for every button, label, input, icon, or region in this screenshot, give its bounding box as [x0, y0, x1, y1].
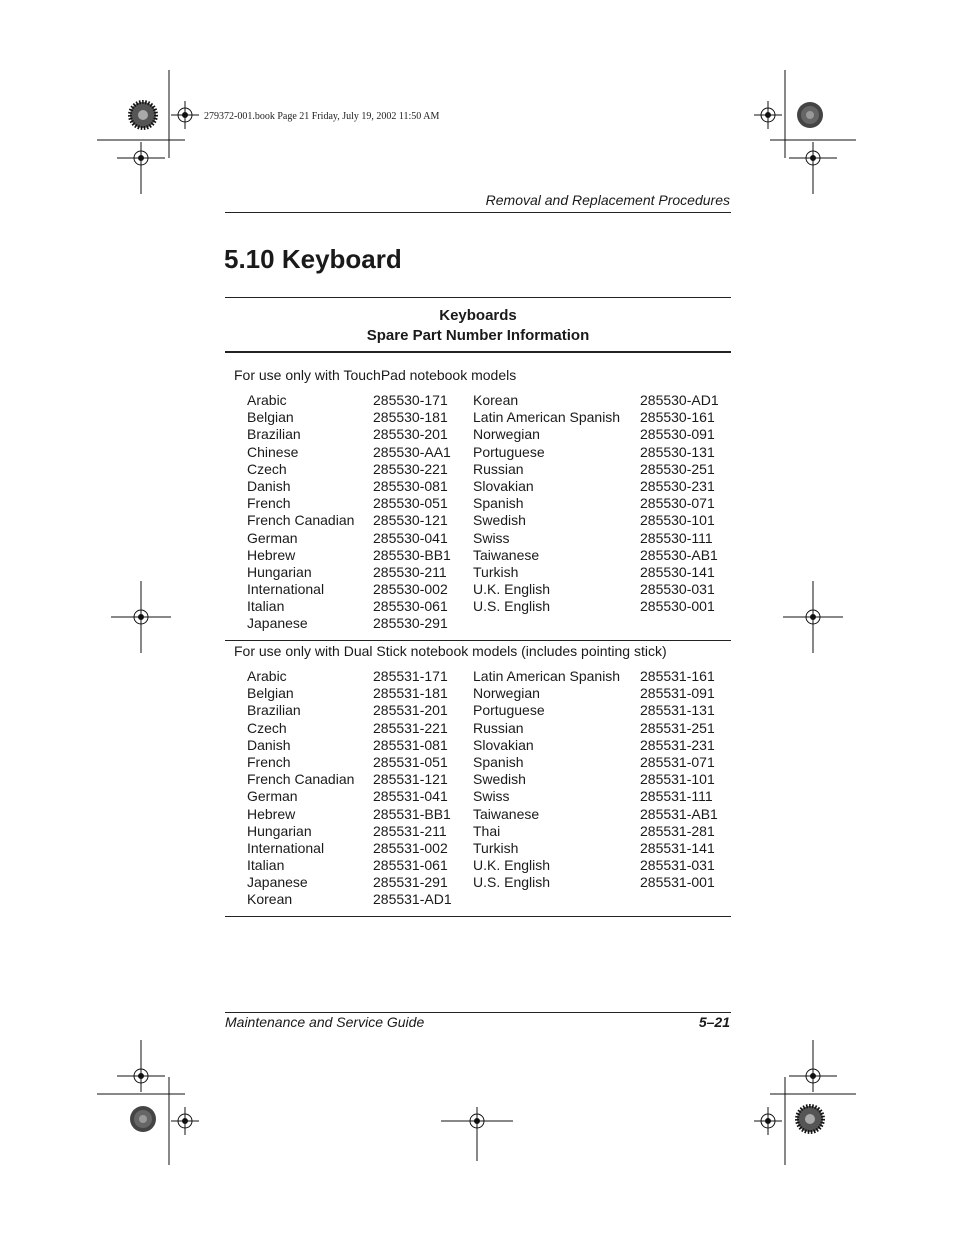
table-row [225, 530, 731, 547]
keyboard-language: Brazilian [247, 426, 301, 443]
table-row [225, 840, 731, 857]
keyboard-language: Hungarian [247, 822, 312, 839]
spare-part-number: 285531-031 [640, 857, 715, 874]
dualstick-parts-grid [225, 668, 731, 909]
table-row [225, 788, 731, 805]
spare-part-number: 285530-002 [373, 581, 448, 598]
keyboard-language: Portuguese [473, 443, 545, 460]
keyboard-language: Russian [473, 719, 524, 736]
keyboard-language: Slovakian [473, 477, 534, 494]
spare-part-number: 285530-141 [640, 563, 715, 580]
table-row [225, 806, 731, 823]
keyboard-language: Italian [247, 598, 285, 615]
spare-part-number: 285531-061 [373, 857, 448, 874]
spare-part-number: 285530-AB1 [640, 546, 718, 563]
table-row [225, 874, 731, 891]
table-row [225, 409, 731, 426]
spare-part-number: 285530-211 [373, 563, 447, 580]
table-row [225, 426, 731, 443]
keyboard-language: Belgian [247, 685, 294, 702]
table-row [225, 615, 731, 632]
spare-part-number: 285531-051 [373, 753, 448, 770]
table-title [225, 306, 731, 345]
spare-part-number: 285530-081 [373, 477, 448, 494]
spare-part-number: 285531-141 [640, 839, 715, 856]
print-slug: 279372-001.book Page 21 Friday, July 19, 2002 11:50 AM [204, 111, 440, 122]
keyboard-language: Arabic [247, 668, 287, 684]
table-row [225, 512, 731, 529]
touchpad-parts-grid [225, 392, 731, 633]
spare-part-number: 285531-121 [373, 771, 448, 788]
dualstick-section-note: For use only with Dual Stick notebook models (includes pointing stick) [234, 643, 667, 659]
spare-part-number: 285531-091 [640, 685, 715, 702]
spare-part-number: 285531-131 [640, 702, 715, 719]
footer-page-number: 5–21 [698, 1014, 730, 1030]
spare-part-number: 285530-121 [373, 512, 448, 529]
keyboard-language: Swiss [473, 529, 510, 546]
spare-part-number: 285531-281 [640, 822, 715, 839]
table-row [225, 823, 731, 840]
spare-part-number: 285530-AD1 [640, 392, 719, 408]
table-row [225, 495, 731, 512]
spare-part-number: 285530-171 [373, 392, 448, 408]
keyboard-language: Hungarian [247, 563, 312, 580]
spare-part-number: 285530-221 [373, 460, 448, 477]
table-row [225, 564, 731, 581]
spare-part-number: 285531-181 [373, 685, 448, 702]
keyboard-language: German [247, 788, 298, 805]
section-divider-rule [225, 640, 731, 641]
table-title-line1: Keyboards [439, 307, 517, 324]
keyboard-language: Czech [247, 719, 287, 736]
table-row [225, 478, 731, 495]
table-row [225, 685, 731, 702]
spare-part-number: 285530-041 [373, 529, 448, 546]
table-row [225, 392, 731, 409]
spare-part-number: 285530-161 [640, 409, 715, 426]
keyboard-language: French Canadian [247, 771, 355, 788]
spare-part-number: 285530-071 [640, 495, 715, 512]
keyboard-language: Spanish [473, 753, 524, 770]
spare-part-number: 285531-221 [373, 719, 448, 736]
table-row [225, 720, 731, 737]
keyboard-language: French Canadian [247, 512, 355, 529]
spare-part-number: 285530-AA1 [373, 443, 451, 460]
spare-part-number: 285531-251 [640, 719, 715, 736]
table-row [225, 547, 731, 564]
keyboard-language: Chinese [247, 443, 299, 460]
keyboard-language: U.S. English [473, 874, 551, 891]
keyboard-language: Norwegian [473, 426, 540, 443]
keyboard-language: Russian [473, 460, 524, 477]
keyboard-language: Taiwanese [473, 805, 540, 822]
running-head: Removal and Replacement Procedures [485, 192, 730, 208]
spare-part-number: 285530-101 [640, 512, 715, 529]
spare-part-number: 285531-211 [373, 822, 447, 839]
table-row [225, 771, 731, 788]
spare-part-number: 285530-091 [640, 426, 715, 443]
keyboard-language: Turkish [473, 839, 519, 856]
keyboard-language: International [247, 581, 325, 598]
keyboard-language: Swedish [473, 512, 526, 529]
keyboard-language: French [247, 753, 291, 770]
table-row [225, 702, 731, 719]
spare-part-number: 285530-131 [640, 443, 715, 460]
spare-part-number: 285530-181 [373, 409, 448, 426]
spare-part-number: 285530-BB1 [373, 546, 451, 563]
table-row [225, 857, 731, 874]
keyboard-language: U.K. English [473, 581, 551, 598]
spare-part-number: 285531-AD1 [373, 891, 452, 908]
spare-part-number: 285531-101 [640, 771, 715, 788]
table-header-rule [225, 351, 731, 353]
spare-part-number: 285530-201 [373, 426, 448, 443]
keyboard-language: Norwegian [473, 685, 540, 702]
footer-guide-title: Maintenance and Service Guide [225, 1014, 425, 1030]
table-row [225, 581, 731, 598]
keyboard-language: Swiss [473, 788, 510, 805]
keyboard-language: French [247, 495, 291, 512]
spare-part-number: 285530-061 [373, 598, 448, 615]
keyboard-language: Hebrew [247, 546, 296, 563]
spare-part-number: 285530-051 [373, 495, 448, 512]
spare-part-number: 285530-251 [640, 460, 715, 477]
spare-part-number: 285531-041 [373, 788, 448, 805]
spare-part-number: 285531-001 [640, 874, 715, 891]
spare-part-number: 285531-201 [373, 702, 448, 719]
spare-part-number: 285531-BB1 [373, 805, 451, 822]
table-bottom-rule [225, 916, 731, 917]
keyboard-language: Slovakian [473, 736, 534, 753]
spare-part-number: 285531-071 [640, 753, 715, 770]
table-row [225, 598, 731, 615]
keyboard-language: Japanese [247, 874, 308, 891]
keyboard-language: Latin American Spanish [473, 668, 621, 684]
keyboard-language: U.S. English [473, 598, 551, 615]
spare-part-number: 285530-231 [640, 477, 715, 494]
keyboard-language: International [247, 839, 325, 856]
keyboard-language: Swedish [473, 771, 526, 788]
keyboard-language: Brazilian [247, 702, 301, 719]
footer-rule [225, 1012, 731, 1013]
page-title: 5.10 Keyboard [224, 244, 402, 274]
keyboard-language: Czech [247, 460, 287, 477]
keyboard-language: Portuguese [473, 702, 545, 719]
table-row [225, 891, 731, 908]
keyboard-language: U.K. English [473, 857, 551, 874]
keyboard-language: Latin American Spanish [473, 409, 621, 426]
spare-part-number: 285531-AB1 [640, 805, 718, 822]
keyboard-language: Turkish [473, 563, 519, 580]
keyboard-language: Korean [473, 392, 519, 408]
keyboard-language: Korean [247, 891, 293, 908]
keyboard-language: Danish [247, 736, 291, 753]
touchpad-section-note: For use only with TouchPad notebook models [234, 367, 517, 383]
spare-part-number: 285531-171 [373, 668, 448, 684]
keyboard-language: Danish [247, 477, 291, 494]
spare-part-number: 285531-231 [640, 736, 715, 753]
keyboard-language: Arabic [247, 392, 287, 408]
table-top-rule [225, 297, 731, 298]
keyboard-language: Taiwanese [473, 546, 540, 563]
spare-part-number: 285530-001 [640, 598, 715, 615]
table-row [225, 668, 731, 685]
table-row [225, 461, 731, 478]
keyboard-language: Spanish [473, 495, 524, 512]
keyboard-language: German [247, 529, 298, 546]
keyboard-language: Japanese [247, 615, 308, 632]
table-title-line2: Spare Part Number Information [366, 326, 590, 344]
table-row [225, 444, 731, 461]
header-rule [225, 212, 731, 213]
spare-part-number: 285530-031 [640, 581, 715, 598]
spare-part-number: 285531-161 [640, 668, 715, 684]
table-row [225, 754, 731, 771]
spare-part-number: 285531-002 [373, 839, 448, 856]
spare-part-number: 285530-111 [640, 529, 713, 546]
spare-part-number: 285531-291 [373, 874, 448, 891]
keyboard-language: Belgian [247, 409, 294, 426]
keyboard-language: Italian [247, 857, 285, 874]
spare-part-number: 285530-291 [373, 615, 448, 632]
keyboard-language: Hebrew [247, 805, 296, 822]
keyboard-language: Thai [473, 822, 501, 839]
spare-part-number: 285531-081 [373, 736, 448, 753]
table-row [225, 737, 731, 754]
spare-part-number: 285531-111 [640, 788, 713, 805]
